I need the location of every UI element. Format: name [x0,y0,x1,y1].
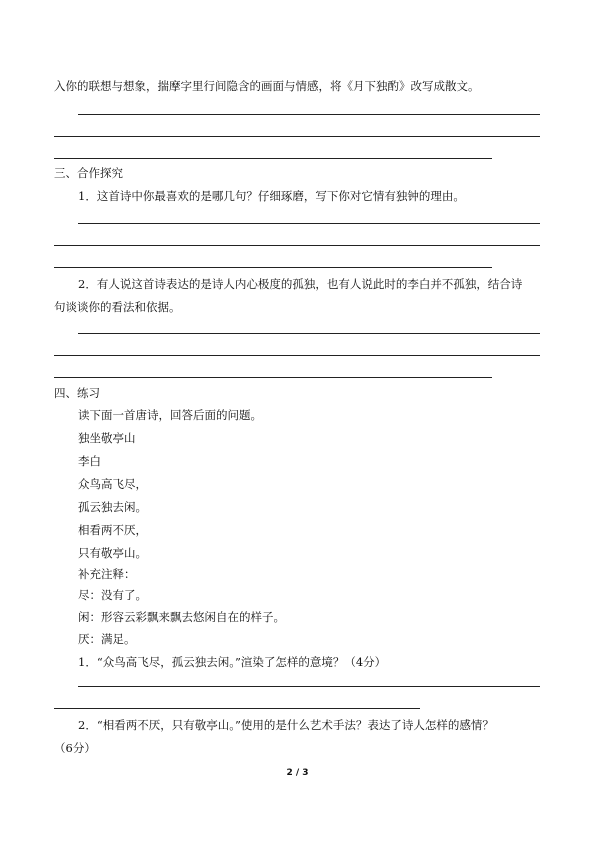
poem-line: 只有敬亭山。 [78,546,147,560]
poem-line: 众鸟高飞尽， [78,477,147,491]
note-item: 尽：没有了。 [78,588,147,602]
section-4-question-1: 1．“众鸟高飞尽，孤云独去闲。”渲染了怎样的意境？（4分） [78,655,387,669]
intro-line: 入你的联想与想象，揣摩字里行间隐含的画面与情感，将《月下独酌》改写成散文。 [54,79,480,93]
section-4-heading: 四、练习 [54,386,100,400]
answer-line[interactable] [78,686,540,687]
section-3-heading: 三、合作探究 [54,166,123,180]
poem-line: 孤云独去闲。 [78,500,147,514]
answer-line[interactable] [54,267,492,268]
answer-line[interactable] [54,136,540,137]
answer-line[interactable] [78,223,540,224]
answer-line[interactable] [54,355,540,356]
answer-line[interactable] [54,377,492,378]
poem-author: 李白 [78,454,101,468]
answer-line[interactable] [78,114,540,115]
poem-line: 相看两不厌， [78,523,147,537]
note-item: 厌：满足。 [78,632,136,646]
answer-line[interactable] [54,708,420,709]
answer-line[interactable] [54,245,540,246]
notes-heading: 补充注释： [78,567,136,581]
answer-line[interactable] [54,158,492,159]
section-3-question-1: 1．这首诗中你最喜欢的是哪几句？仔细琢磨，写下你对它情有独钟的理由。 [78,189,465,203]
page-number: 2 / 3 [286,768,309,778]
note-item: 闲：形容云彩飘来飘去悠闲自在的样子。 [78,610,285,624]
poem-title: 独坐敬亭山 [78,431,136,445]
answer-line[interactable] [78,333,540,334]
section-4-question-2-line-1: 2．“相看两不厌，只有敬亭山。”使用的是什么艺术手法？表达了诗人怎样的感情？ [78,718,494,732]
section-4-instruction: 读下面一首唐诗，回答后面的问题。 [78,408,262,422]
section-3-question-2-line-2: 句谈谈你的看法和依据。 [54,300,181,314]
section-3-question-2-line-1: 2．有人说这首诗表达的是诗人内心极度的孤独，也有人说此时的李白并不孤独，结合诗 [78,277,523,291]
section-4-question-2-line-2: （6分） [54,741,96,755]
